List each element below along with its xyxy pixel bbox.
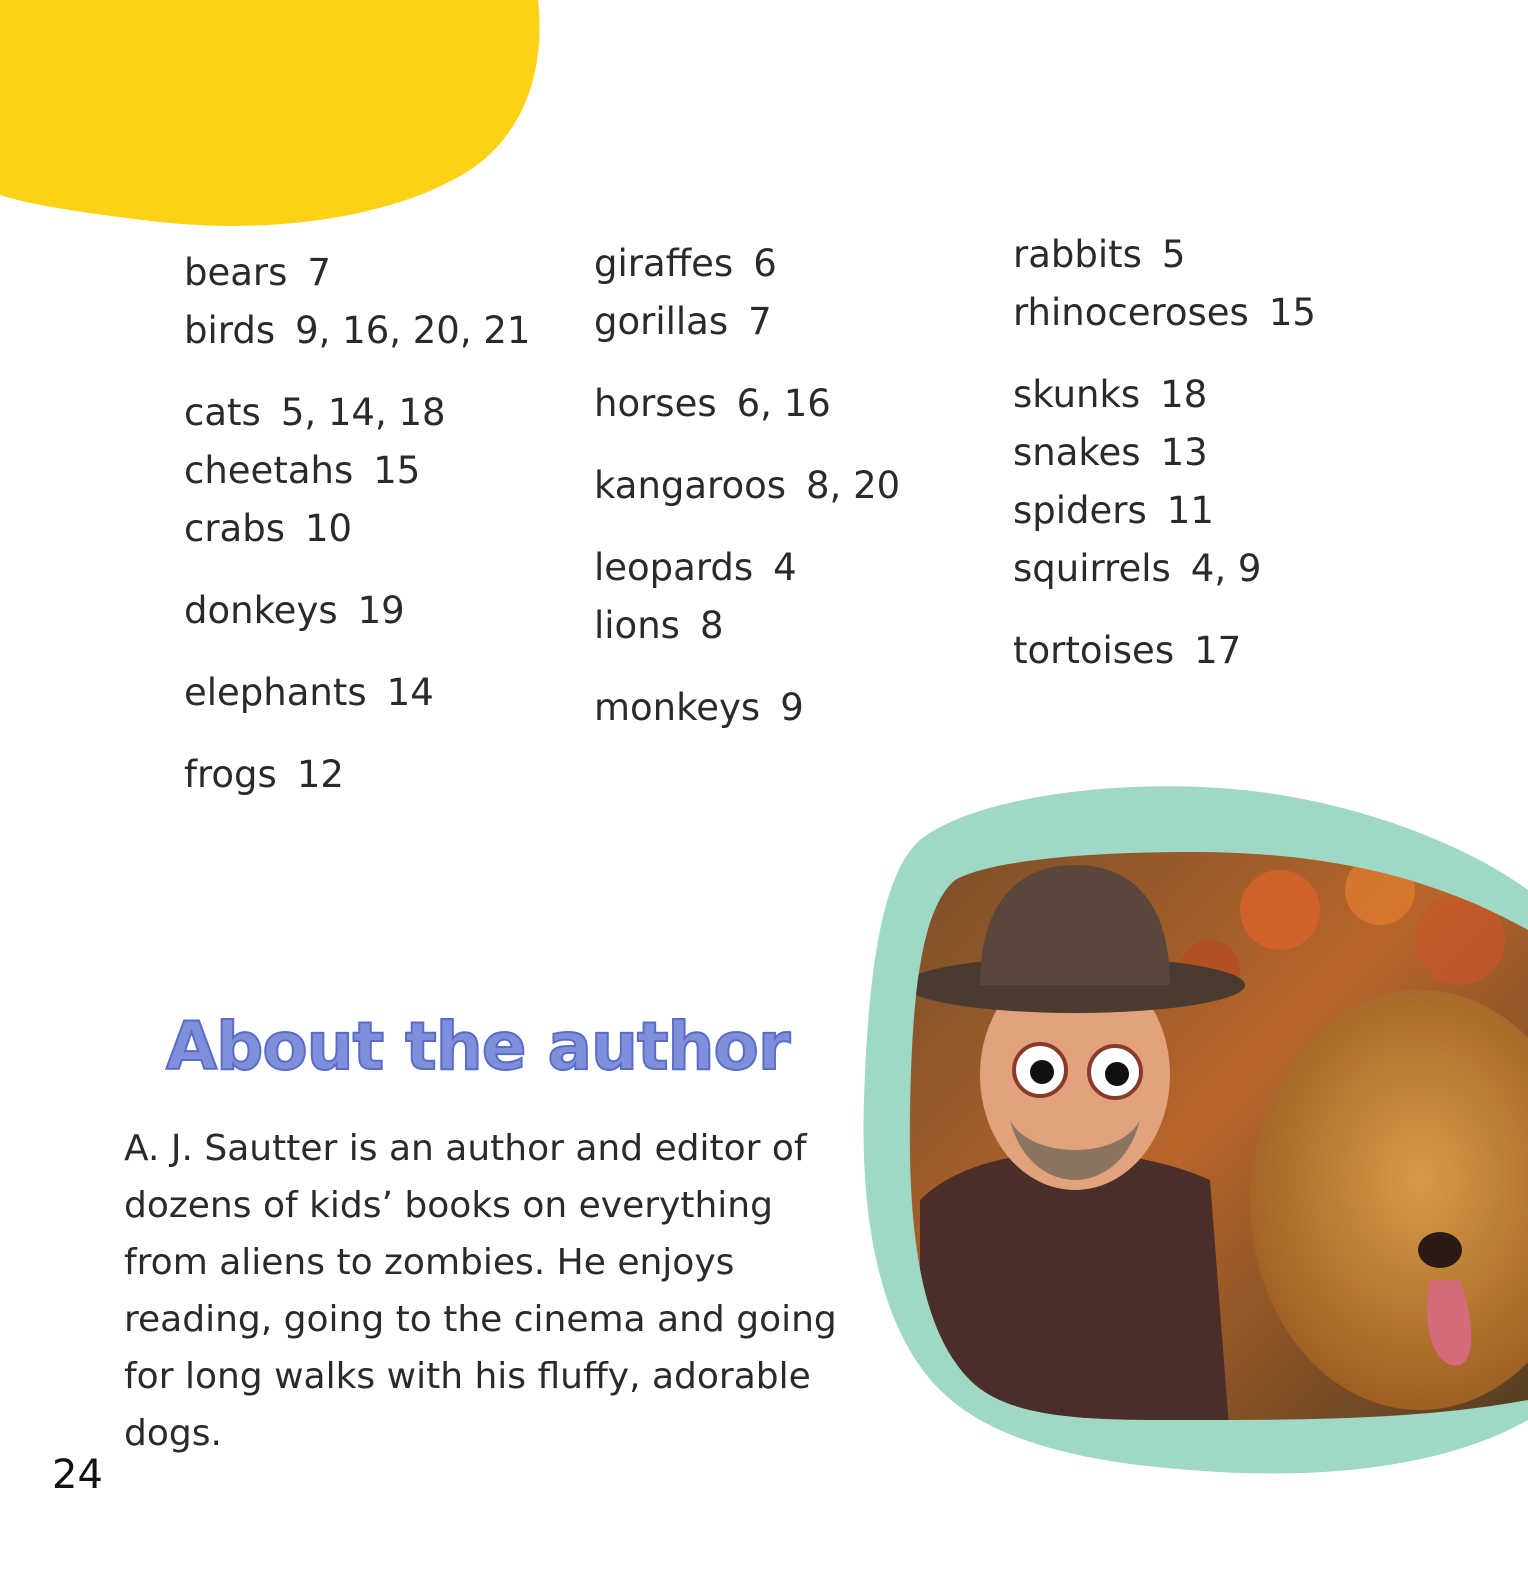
- index-term: gorillas: [594, 300, 729, 343]
- index-entry: [184, 582, 530, 640]
- index-entry: [594, 457, 900, 515]
- index-pages: 9, 16, 20, 21: [295, 309, 531, 352]
- index-group: [1013, 366, 1316, 598]
- index-term: cats: [184, 391, 261, 434]
- index-pages: 15: [1268, 291, 1316, 334]
- author-bio: A. J. Sautter is an author and editor of dozens of kids’ books on everything from aliens to zombies. He enjoys reading, going to the cinema and going for long walks with his fluffy, adorable dogs.: [124, 1128, 837, 1454]
- index-entry: [594, 293, 900, 351]
- index-entry: [184, 244, 530, 302]
- index-pages: 5, 14, 18: [280, 391, 446, 434]
- index-term: tortoises: [1013, 629, 1175, 672]
- index-entry: [594, 235, 900, 293]
- index-pages: 13: [1160, 431, 1208, 474]
- index-group: [1013, 622, 1316, 680]
- about-author-heading: About the author: [166, 1008, 790, 1085]
- index-term: monkeys: [594, 686, 761, 729]
- index-entry: [1013, 540, 1316, 598]
- index-term: frogs: [184, 753, 277, 796]
- index-pages: 9: [780, 686, 804, 729]
- index-term: rabbits: [1013, 233, 1142, 276]
- index-term: spiders: [1013, 489, 1147, 532]
- page-number: 24: [52, 1452, 103, 1498]
- index-entry: [184, 384, 530, 442]
- index-term: birds: [184, 309, 276, 352]
- index-term: snakes: [1013, 431, 1141, 474]
- index-entry: [594, 679, 900, 737]
- index-term: rhinoceroses: [1013, 291, 1249, 334]
- index-group: [594, 375, 900, 433]
- index-entry: [1013, 424, 1316, 482]
- index-column-2: [594, 235, 900, 761]
- index-entry: [184, 302, 530, 360]
- index-term: skunks: [1013, 373, 1141, 416]
- index-pages: 6, 16: [736, 382, 831, 425]
- index-column-3: [1013, 226, 1316, 704]
- index-pages: 10: [305, 507, 353, 550]
- index-entry: [1013, 482, 1316, 540]
- index-pages: 8: [699, 604, 724, 647]
- index-term: cheetahs: [184, 449, 354, 492]
- index-pages: 15: [373, 449, 421, 492]
- index-entry: [594, 597, 900, 655]
- index-entry: [184, 500, 530, 558]
- index-term: elephants: [184, 671, 367, 714]
- index-group: [184, 244, 530, 360]
- yellow-blob-decoration: [0, 0, 560, 240]
- index-pages: 19: [357, 589, 405, 632]
- index-term: leopards: [594, 546, 754, 589]
- author-photo: [860, 780, 1528, 1480]
- index-term: squirrels: [1013, 547, 1171, 590]
- index-entry: [184, 746, 530, 804]
- index-entry: [1013, 366, 1316, 424]
- index-entry: [184, 442, 530, 500]
- index-pages: 8, 20: [806, 464, 901, 507]
- index-group: [184, 746, 530, 804]
- index-entry: [1013, 226, 1316, 284]
- index-entry: [1013, 622, 1316, 680]
- index-pages: 17: [1194, 629, 1242, 672]
- index-pages: 18: [1160, 373, 1208, 416]
- index-entry: [1013, 284, 1316, 342]
- index-pages: 7: [748, 300, 772, 343]
- index-term: giraffes: [594, 242, 734, 285]
- index-column-1: [184, 244, 530, 828]
- index-term: lions: [594, 604, 680, 647]
- index-group: [184, 582, 530, 640]
- index-group: [594, 539, 900, 655]
- index-pages: 7: [307, 251, 331, 294]
- index-group: [1013, 226, 1316, 342]
- index-group: [594, 679, 900, 737]
- index-group: [594, 457, 900, 515]
- index-term: donkeys: [184, 589, 338, 632]
- index-pages: 4, 9: [1190, 547, 1262, 590]
- index-term: kangaroos: [594, 464, 787, 507]
- index-term: horses: [594, 382, 717, 425]
- index-pages: 6: [753, 242, 777, 285]
- index-pages: 11: [1166, 489, 1214, 532]
- index-group: [184, 664, 530, 722]
- index-entry: [184, 664, 530, 722]
- index-pages: 4: [773, 546, 797, 589]
- index-entry: [594, 539, 900, 597]
- index-term: bears: [184, 251, 288, 294]
- index-pages: 14: [386, 671, 434, 714]
- index-group: [594, 235, 900, 351]
- index-term: crabs: [184, 507, 285, 550]
- index-pages: 5: [1161, 233, 1186, 276]
- index-pages: 12: [296, 753, 344, 796]
- index-entry: [594, 375, 900, 433]
- index-group: [184, 384, 530, 558]
